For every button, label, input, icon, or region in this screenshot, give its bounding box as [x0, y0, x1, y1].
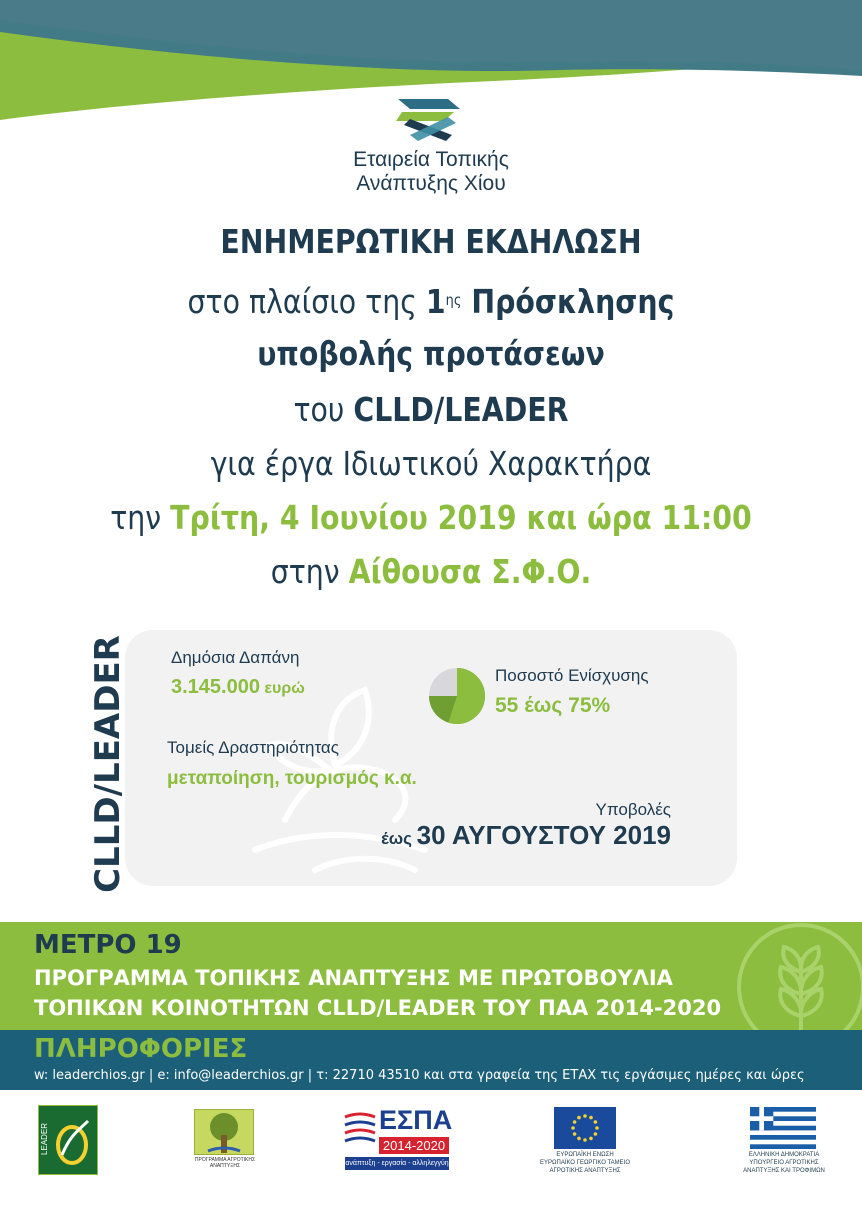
- submissions-prefix: έως: [381, 829, 417, 848]
- eu-text-line1: ΕΥΡΩΠΑΪΚΗ ΕΝΩΣΗ: [556, 1152, 614, 1158]
- eu-stars-icon: [554, 1107, 616, 1149]
- greek-text-line2: ΥΠΟΥΡΓΕΙΟ ΑΓΡΟΤΙΚΗΣ: [749, 1160, 819, 1166]
- greek-republic-logo: [740, 1105, 830, 1175]
- measure-line2: ΤΟΠΙΚΩΝ ΚΟΙΝΟΤΗΤΩΝ CLLD/LEADER ΤΟΥ ΠΑΑ 2014-2020: [34, 996, 722, 1020]
- submissions-deadline-row: [381, 820, 671, 851]
- sectors-label: Τομείς Δραστηριότητας: [167, 738, 339, 757]
- headline-line2-superscript: ης: [445, 291, 462, 309]
- espa-stripes-icon: [343, 1111, 377, 1147]
- headline-line2-call: Πρόσκλησης: [461, 282, 675, 321]
- eu-logo: [540, 1105, 640, 1175]
- public-spending-unit: ευρώ: [259, 680, 305, 697]
- espa-slogan: ανάπτυξη - εργασία - αλληλεγγύη: [345, 1157, 449, 1170]
- event-venue: Αίθουσα Σ.Φ.Ο.: [348, 552, 592, 591]
- measure-title: ΜΕΤΡΟ 19: [34, 930, 182, 960]
- greek-text-line3: ΑΝΑΠΤΥΞΗΣ ΚΑΙ ΤΡΟΦΙΜΩΝ: [743, 1168, 825, 1174]
- info-title: ΠΛΗΡΟΦΟΡΙΕΣ: [34, 1034, 248, 1064]
- leader-leaf-icon: [52, 1115, 92, 1167]
- greek-republic-text: [740, 1151, 828, 1175]
- headline-line2: [60, 282, 801, 322]
- headline-line3: υποβολής προτάσεων: [257, 334, 605, 373]
- public-spending-value: 3.145.000: [171, 676, 260, 698]
- submissions-label: Υποβολές: [595, 800, 671, 819]
- headline-line5: για έργα Ιδιωτικού Χαρακτήρα: [210, 444, 652, 483]
- eu-text-line2: ΕΥΡΩΠΑΪΚΟ ΓΕΩΡΓΙΚΟ ΤΑΜΕΙΟ: [540, 1160, 631, 1166]
- rural-logo-text: ΠΡΟΓΡΑΜΜΑ ΑΓΡΟΤΙΚΗΣ ΑΝΑΠΤΥΞΗΣ: [194, 1157, 256, 1169]
- support-pie-icon: [427, 666, 487, 726]
- headline-line4-text: του: [293, 390, 354, 429]
- headline-date-prefix: την: [110, 498, 171, 537]
- headline-line2-text: στο πλαίσιο της: [187, 282, 426, 321]
- rural-development-logo: [190, 1105, 260, 1175]
- submissions-deadline: 30 ΑΥΓΟΥΣΤΟΥ 2019: [416, 820, 671, 850]
- measure-line1: ΠΡΟΓΡΑΜΜΑ ΤΟΠΙΚΗΣ ΑΝΑΠΤΥΞΗΣ ΜΕ ΠΡΩΤΟΒΟΥΛΙΑ: [34, 966, 673, 990]
- eu-text: [540, 1151, 630, 1175]
- tree-icon: [204, 1111, 244, 1155]
- leader-logo: [38, 1105, 98, 1175]
- contact-line: w: leaderchios.gr | e: info@leaderchios.gr | τ: 22710 43510 και στα γραφεία της ΕΤΑΧ τις εργάσιμες ημέρες και ώρες: [34, 1068, 805, 1083]
- headline-line4: [60, 390, 801, 430]
- leader-logo-text: LEADER: [40, 1123, 49, 1156]
- espa-title: ΕΣΠΑ: [379, 1105, 453, 1135]
- espa-logo: [343, 1105, 453, 1175]
- measure-band: [0, 922, 862, 1030]
- headline-line2-number: 1: [425, 282, 446, 321]
- organization-name-line2: Ανάπτυξης Χίου: [356, 172, 506, 195]
- public-spending-label: Δημόσια Δαπάνη: [171, 648, 300, 667]
- eu-text-line3: ΑΓΡΟΤΙΚΗΣ ΑΝΑΠΤΥΞΗΣ: [549, 1168, 621, 1174]
- support-rate-label: Ποσοστό Ενίσχυσης: [495, 666, 649, 685]
- greek-flag-icon: [750, 1107, 816, 1149]
- info-card: [125, 630, 737, 886]
- public-spending-value-row: [171, 676, 305, 699]
- espa-years: 2014-2020: [379, 1137, 449, 1154]
- wheat-icon: [726, 922, 862, 1030]
- event-title: ΕΝΗΜΕΡΩΤΙΚΗ ΕΚΔΗΛΩΣΗ: [220, 222, 642, 261]
- info-band: [0, 1030, 862, 1090]
- event-date: Τρίτη, 4 Ιουνίου 2019 και ώρα 11:00: [170, 498, 752, 537]
- clld-leader-vertical-label: CLLD/LEADER: [88, 635, 128, 893]
- organization-logo: [396, 95, 462, 145]
- sectors-value: μεταποίηση, τουρισμός κ.α.: [167, 768, 417, 789]
- support-rate-value: 55 έως 75%: [495, 694, 611, 717]
- headline-date-line: [60, 498, 801, 538]
- headline-venue-line: [60, 552, 801, 592]
- greek-text-line1: ΕΛΛΗΝΙΚΗ ΔΗΜΟΚΡΑΤΙΑ: [748, 1152, 820, 1158]
- organization-name-line1: Εταιρεία Τοπικής: [353, 148, 509, 171]
- headline-venue-prefix: στην: [270, 552, 349, 591]
- headline-line4-program: CLLD/LEADER: [353, 390, 569, 429]
